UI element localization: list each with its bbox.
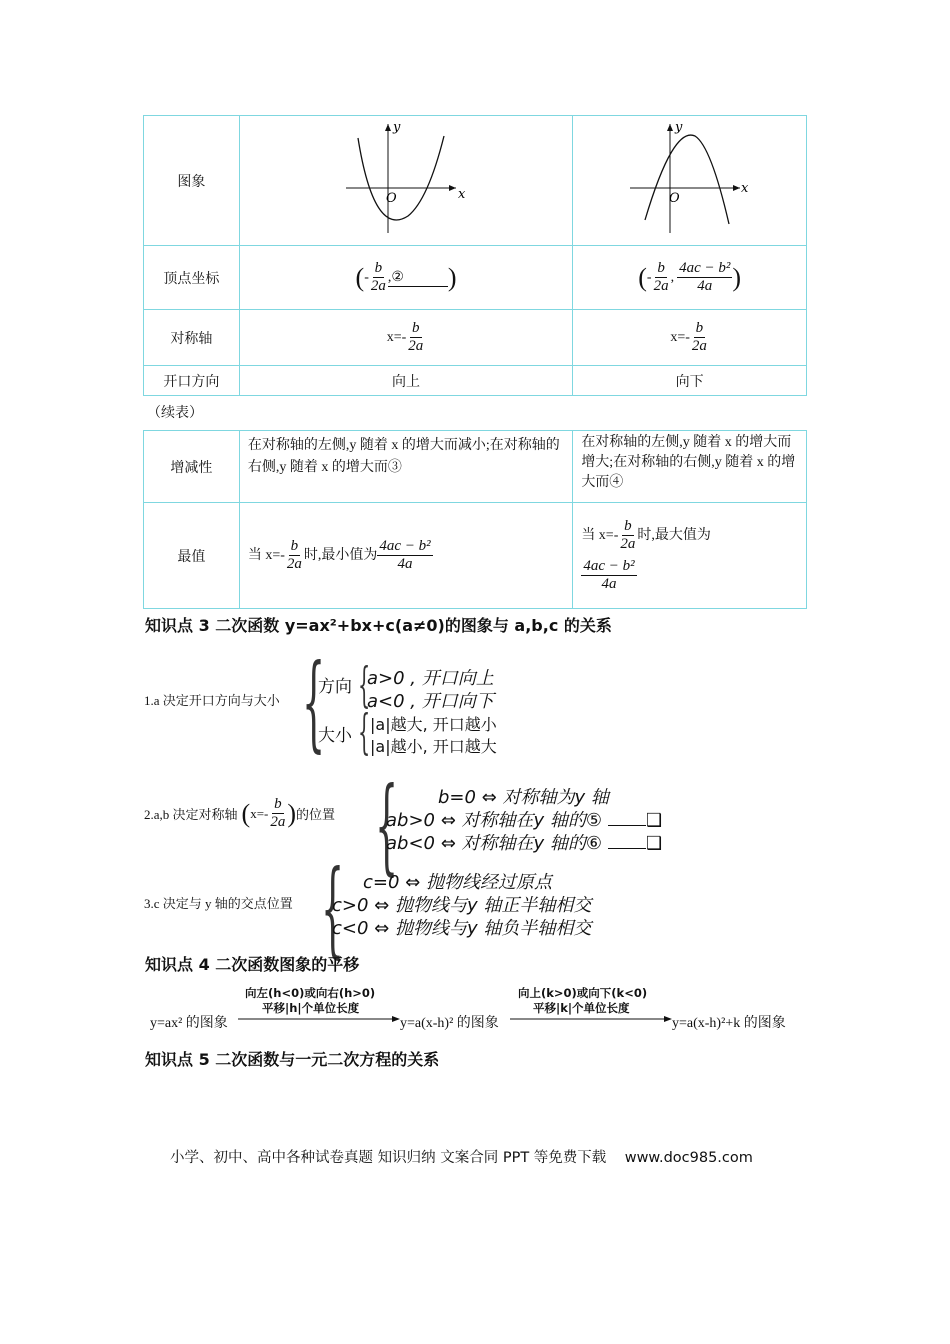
arrow1-top-label: 向左(h<0)或向右(h>0) <box>245 986 376 1000</box>
graph-y-label-2: y <box>674 120 682 135</box>
arrow2-top-label: 向上(k>0)或向下(k<0) <box>518 986 648 1000</box>
footer-text: 小学、初中、高中各种试卷真题 知识归纳 文案合同 PPT 等免费下载 www.doc985.com <box>170 1150 753 1166</box>
properties-table <box>143 115 807 396</box>
monotonicity-downward: 在对称轴的左侧,y 随着 x 的增大而增大;在对称轴的右侧,y 随着 x 的增大而④ <box>573 431 807 503</box>
graph-downward-parabola <box>573 116 807 246</box>
arrow-2 <box>510 1014 672 1024</box>
translation-start: y=ax² 的图象 <box>150 1016 228 1031</box>
extreme-max: 当 x=- $\frac{b}{2a}$ 时,最大值为 $\frac{\text{4ac − b²}}{4a}$ <box>573 503 807 609</box>
arrow-1 <box>238 1014 400 1024</box>
upward-parabola-graph <box>336 118 476 238</box>
arrow2-bottom-label: 平移|k|个单位长度 <box>533 1001 630 1015</box>
kp3-title: 知识点 3 二次函数 y=ax²+bx+c(a≠0)的图象与 a,b,c 的关系 <box>145 616 612 635</box>
row-label-vertex: 顶点坐标 <box>144 246 240 310</box>
kp5-title: 知识点 5 二次函数与一元二次方程的关系 <box>145 1050 440 1069</box>
kp4-title: 知识点 4 二次函数图象的平移 <box>145 955 360 974</box>
graph-origin-label-2: O <box>668 191 680 206</box>
fraction-b-2a: $\frac{b}{2a}$ <box>370 259 386 294</box>
axis-upward: x=- $\frac{b}{2a}$ <box>239 310 572 366</box>
size-larger: |a|越大, 开口越小 <box>370 715 497 734</box>
row-label-extreme: 最值 <box>144 503 240 609</box>
c-negative: c<0 ⇔ 抛物线与y 轴负半轴相交 <box>332 918 592 939</box>
kp3-item1-label: 1.a 决定开口方向与大小 <box>144 693 280 708</box>
ab-zero: b=0 ⇔ 对称轴为y 轴 <box>438 787 609 808</box>
row-label-axis: 对称轴 <box>144 310 240 366</box>
opening-down: 向下 <box>573 366 807 396</box>
kp3-item3-label: 3.c 决定与 y 轴的交点位置 <box>144 896 293 911</box>
continued-note: （续表） <box>147 406 203 421</box>
ab-negative: ab<0 ⇔ 对称轴在y 轴的⑥ ❑ <box>386 833 663 854</box>
c-zero: c=0 ⇔ 抛物线经过原点 <box>363 872 552 893</box>
size-label: 大小 <box>318 726 352 746</box>
axis-downward: x=- $\frac{b}{2a}$ <box>573 310 807 366</box>
direction-a-negative: a<0 , 开口向下 <box>367 691 494 712</box>
row-label-opening: 开口方向 <box>144 366 240 396</box>
blank-2: ,② <box>388 269 448 287</box>
graph-origin-label: O <box>386 191 397 206</box>
vertex-upward: (- $\frac{b}{2a}$ ,② ) <box>239 246 572 310</box>
brace-2: { <box>375 764 399 886</box>
graph-x-label: x <box>458 187 466 202</box>
minus-sign: - <box>364 269 369 285</box>
direction-a-positive: a>0 , 开口向上 <box>367 668 494 689</box>
row-label-image: 图象 <box>144 116 240 246</box>
size-smaller: |a|越小, 开口越大 <box>370 737 497 756</box>
translation-end: y=a(x-h)²+k 的图象 <box>672 1016 786 1031</box>
monotonicity-upward: 在对称轴的左侧,y 随着 x 的增大而减小;在对称轴的右侧,y 随着 x 的增大而③ <box>239 431 572 503</box>
direction-label: 方向 <box>318 677 352 697</box>
graph-upward-parabola <box>239 116 572 246</box>
brace-size: { <box>358 704 371 760</box>
arrow1-bottom-label: 平移|h|个单位长度 <box>262 1001 360 1015</box>
brace-3: { <box>321 847 345 969</box>
properties-table-continued <box>143 430 807 609</box>
row-label-monotonicity: 增减性 <box>144 431 240 503</box>
extreme-min: 当 x=- $\frac{b}{2a}$ 时,最小值为 $\frac{\text{4ac − b²}}{4a}$ <box>239 503 572 609</box>
brace-direction: { <box>358 657 371 713</box>
downward-parabola-graph <box>625 118 755 238</box>
graph-x-label-2: x <box>740 181 748 196</box>
c-positive: c>0 ⇔ 抛物线与y 轴正半轴相交 <box>332 895 592 916</box>
graph-y-label: y <box>393 120 401 135</box>
brace-1: { <box>302 641 326 763</box>
vertex-downward: (- $\frac{b}{2a}$ , $\frac{\text{4ac − b²}}{4a}$ ) <box>573 246 807 310</box>
translation-mid: y=a(x-h)² 的图象 <box>400 1016 499 1031</box>
ab-positive: ab>0 ⇔ 对称轴在y 轴的⑤ ❑ <box>386 810 663 831</box>
kp3-item2-label: 2.a,b 决定对称轴 ( x=- $\frac{b}{2a}$ ) 的位置 <box>144 796 336 831</box>
opening-up: 向上 <box>239 366 572 396</box>
